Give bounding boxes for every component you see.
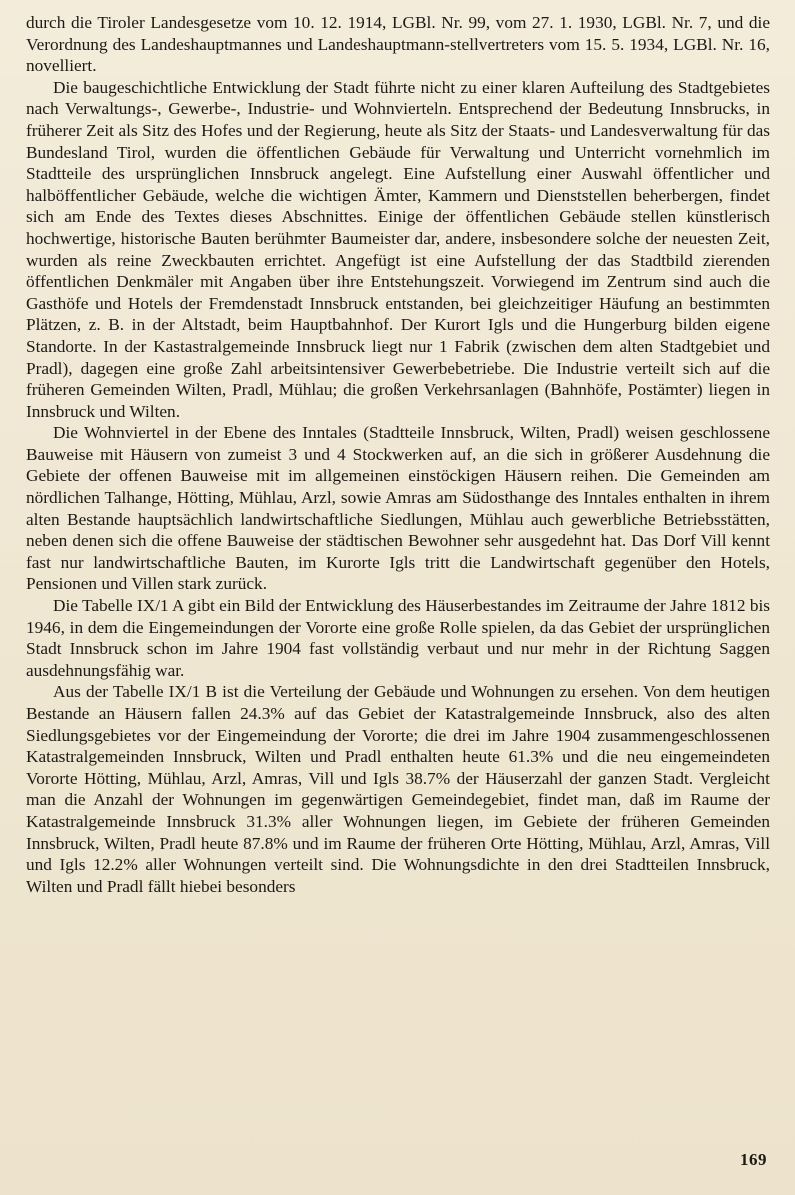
paragraph-continuation: durch die Tiroler Landesgesetze vom 10. 12. 1914, LGBl. Nr. 99, vom 27. 1. 1930, LGBl. Nr. 7, und die Verordnung des Landeshauptmannes und Landeshauptmann-stellvertreters vom 15. 5. 1934, LGBl. Nr. 16, novelliert. <box>26 13 770 76</box>
paragraph-tabelle-b: Aus der Tabelle IX/1 B ist die Verteilung der Gebäude und Wohnungen zu ersehen. Von dem heutigen Bestande an Häusern fallen 24.3% auf das Gebiet der Katastralgemeinde Innsbruck, also des alten Siedlungsgebietes vor der Eingemeindung der Vororte; die drei im Jahre 1904 zusammengeschlossenen Katastralgemeinden Innsbruck, Wilten und Pradl enthalten heute 61.3% und die neu eingemeindeten Vororte Hötting, Mühlau, Arzl, Amras, Vill und Igls 38.7% der Häuserzahl der ganzen Stadt. Vergleicht man die Anzahl der Wohnungen im gegenwärtigen Gemeindegebiet, findet man, daß im Raume der Katastralgemeinde Innsbruck 31.3% aller Wohnungen liegen, im Gebiete der früheren Gemeinden Innsbruck, Wilten, Pradl heute 87.8% und im Raume der früheren Orte Hötting, Mühlau, Arzl, Amras, Vill und Igls 12.2% aller Wohnungen verteilt sind. Die Wohnungsdichte in den drei Stadtteilen Innsbruck, Wilten und Pradl fällt hiebei besonders <box>26 682 770 896</box>
body-text <box>26 12 770 897</box>
paragraph-tabelle-a: Die Tabelle IX/1 A gibt ein Bild der Entwicklung des Häuserbestandes im Zeitraume der Jahre 1812 bis 1946, in dem die Eingemeindungen der Vororte eine große Rolle spielen, da das Gebiet der ursprünglichen Stadt Innsbruck schon im Jahre 1904 fast vollständig verbaut und nur mehr in der Richtung Saggen ausdehnungsfähig war. <box>26 596 770 680</box>
page-number: 169 <box>740 1150 767 1169</box>
paragraph-wohnviertel: Die Wohnviertel in der Ebene des Inntales (Stadtteile Innsbruck, Wilten, Pradl) weisen geschlossene Bauweise mit Häusern von zumeist 3 und 4 Stockwerken auf, an die sich in größerer Ausdehnung die Gebiete der offenen Bauweise mit im allgemeinen einstöckigen Häusern reihen. Die Gemeinden am nördlichen Talhange, Hötting, Mühlau, Arzl, sowie Amras am Südosthange des Inntales enthalten in ihrem alten Bestande hauptsächlich landwirtschaftliche Siedlungen, Mühlau auch gewerbliche Betriebsstätten, neben denen sich die offene Bauweise der städtischen Bewohner sehr ausgedehnt hat. Das Dorf Vill kennt fast nur landwirtschaftliche Bauten, im Kurorte Igls tritt die Landwirtschaft gegenüber den Hotels, Pensionen und Villen stark zurück. <box>26 423 770 594</box>
paragraph-baugeschichte: Die baugeschichtliche Entwicklung der Stadt führte nicht zu einer klaren Aufteilung des Stadtgebietes nach Verwaltungs-, Gewerbe-, Industrie- und Wohnvierteln. Entsprechend der Bedeutung Innsbrucks, in früherer Zeit als Sitz des Hofes und der Regierung, heute als Sitz der Staats- und Landesverwaltung für das Bundesland Tirol, wurden die öffentlichen Gebäude für Verwaltung und Unterricht vornehmlich im Stadtteile des ursprünglichen Innsbruck angelegt. Eine Aufstellung einer Auswahl öffentlicher und halböffentlicher Gebäude, welche die wichtigen Ämter, Kammern und Dienststellen beherbergen, findet sich am Ende des Textes dieses Abschnittes. Einige der öffentlichen Gebäude stellen künstlerisch hochwertige, historische Bauten berühmter Baumeister dar, andere, insbesondere solche der neuesten Zeit, wurden als reine Zweckbauten errichtet. Angefügt ist eine Aufstellung der das Stadtbild zierenden öffentlichen Denkmäler mit Angaben über ihre Entstehungszeit. Vorwiegend im Zentrum sind auch die Gasthöfe und Hotels der Fremdenstadt Innsbruck entstanden, bei gleichzeitiger Häufung an bestimmten Plätzen, z. B. in der Altstadt, beim Hauptbahnhof. Der Kurort Igls und die Hungerburg bilden eigene Standorte. In der Kastastralgemeinde Innsbruck liegt nur 1 Fabrik (zwischen dem alten Stadtgebiet und Pradl), dagegen eine große Zahl arbeitsintensiver Gewerbebetriebe. Die Industrie verteilt sich auf die früheren Gemeinden Wilten, Pradl, Mühlau; die großen Verkehrsanlagen (Bahnhöfe, Postämter) liegen in Innsbruck und Wilten. <box>26 77 770 421</box>
